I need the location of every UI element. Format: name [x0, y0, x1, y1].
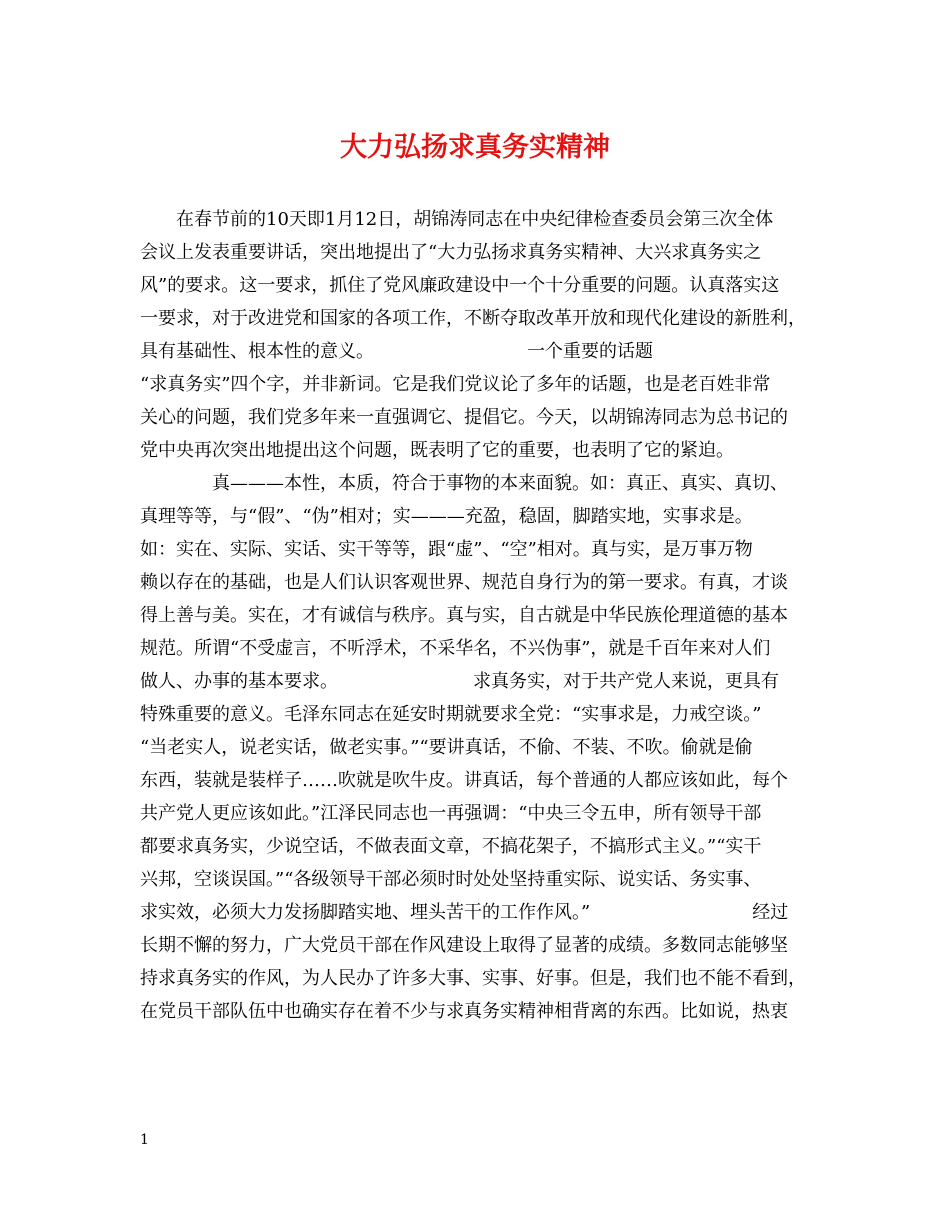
body-line: 赖以存在的基础，也是人们认识客观世界、规范自身行为的第一要求。有真，才谈	[140, 572, 788, 593]
body-line: 在春节前的10天即1月12日，胡锦涛同志在中央纪律检查委员会第三次全体	[140, 209, 774, 230]
body-line: 东西，装就是装样子……吹就是吹牛皮。讲真话，每个普通的人都应该如此，每个	[140, 770, 788, 791]
body-line: 求实效，必须大力发扬脚踏实地、埋头苦干的工作作风。” 经过	[140, 902, 789, 923]
body-line: 党中央再次突出地提出这个问题，既表明了它的重要，也表明了它的紧迫。	[140, 440, 734, 461]
body-line: 一要求，对于改进党和国家的各项工作，不断夺取改革开放和现代化建设的新胜利，	[140, 308, 806, 329]
page-number: 1	[140, 1132, 149, 1148]
body-line: 会议上发表重要讲话，突出地提出了“大力弘扬求真务实精神、大兴求真务实之	[140, 242, 762, 263]
body-line: 长期不懈的努力，广大党员干部在作风建设上取得了显著的成绩。多数同志能够坚	[140, 935, 788, 956]
body-line: 特殊重要的意义。毛泽东同志在延安时期就要求全党：“实事求是，力戒空谈。”	[140, 704, 762, 725]
body-line: 关心的问题，我们党多年来一直强调它、提倡它。今天，以胡锦涛同志为总书记的	[140, 407, 788, 428]
body-line: 持求真务实的作风，为人民办了许多大事、实事、好事。但是，我们也不能不看到，	[140, 968, 806, 989]
body-line: 做人、办事的基本要求。 求真务实，对于共产党人来说，更具有	[140, 671, 779, 692]
document-title: 大力弘扬求真务实精神	[340, 132, 610, 163]
body-line: 得上善与美。实在，才有诚信与秩序。真与实，自古就是中华民族伦理道德的基本	[140, 605, 788, 626]
body-line: 真理等等，与“假”、“伪”相对；实———充盈，稳固，脚踏实地，实事求是。	[140, 506, 753, 527]
body-line: 在党员干部队伍中也确实存在着不少与求真务实精神相背离的东西。比如说，热衷	[140, 1001, 788, 1022]
body-line: 真———本性，本质，符合于事物的本来面貌。如：真正、真实、真切、	[140, 473, 788, 494]
body-line: 兴邦，空谈误国。”“各级领导干部必须时时处处坚持重实际、说实话、务实事、	[140, 869, 762, 890]
body-line: “求真务实”四个字，并非新词。它是我们党议论了多年的话题，也是老百姓非常	[140, 374, 771, 395]
body-line: 风”的要求。这一要求，抓住了党风廉政建设中一个十分重要的问题。认真落实这	[140, 275, 780, 296]
body-line: 共产党人更应该如此。”江泽民同志也一再强调：“中央三令五申，所有领导干部	[140, 803, 762, 824]
body-line: 规范。所谓“不受虚言，不听浮术，不采华名，不兴伪事”，就是千百年来对人们	[140, 638, 771, 659]
body-line: 具有基础性、根本性的意义。 一个重要的话题	[140, 341, 653, 362]
body-line: 如：实在、实际、实话、实干等等，跟“虚”、“空”相对。真与实，是万事万物	[140, 539, 753, 560]
body-line: 都要求真务实，少说空话，不做表面文章，不搞花架子，不搞形式主义。”“实干	[140, 836, 762, 857]
body-line: “当老实人，说老实话，做老实事。”“要讲真话，不偷、不装、不吹。偷就是偷	[140, 737, 753, 758]
